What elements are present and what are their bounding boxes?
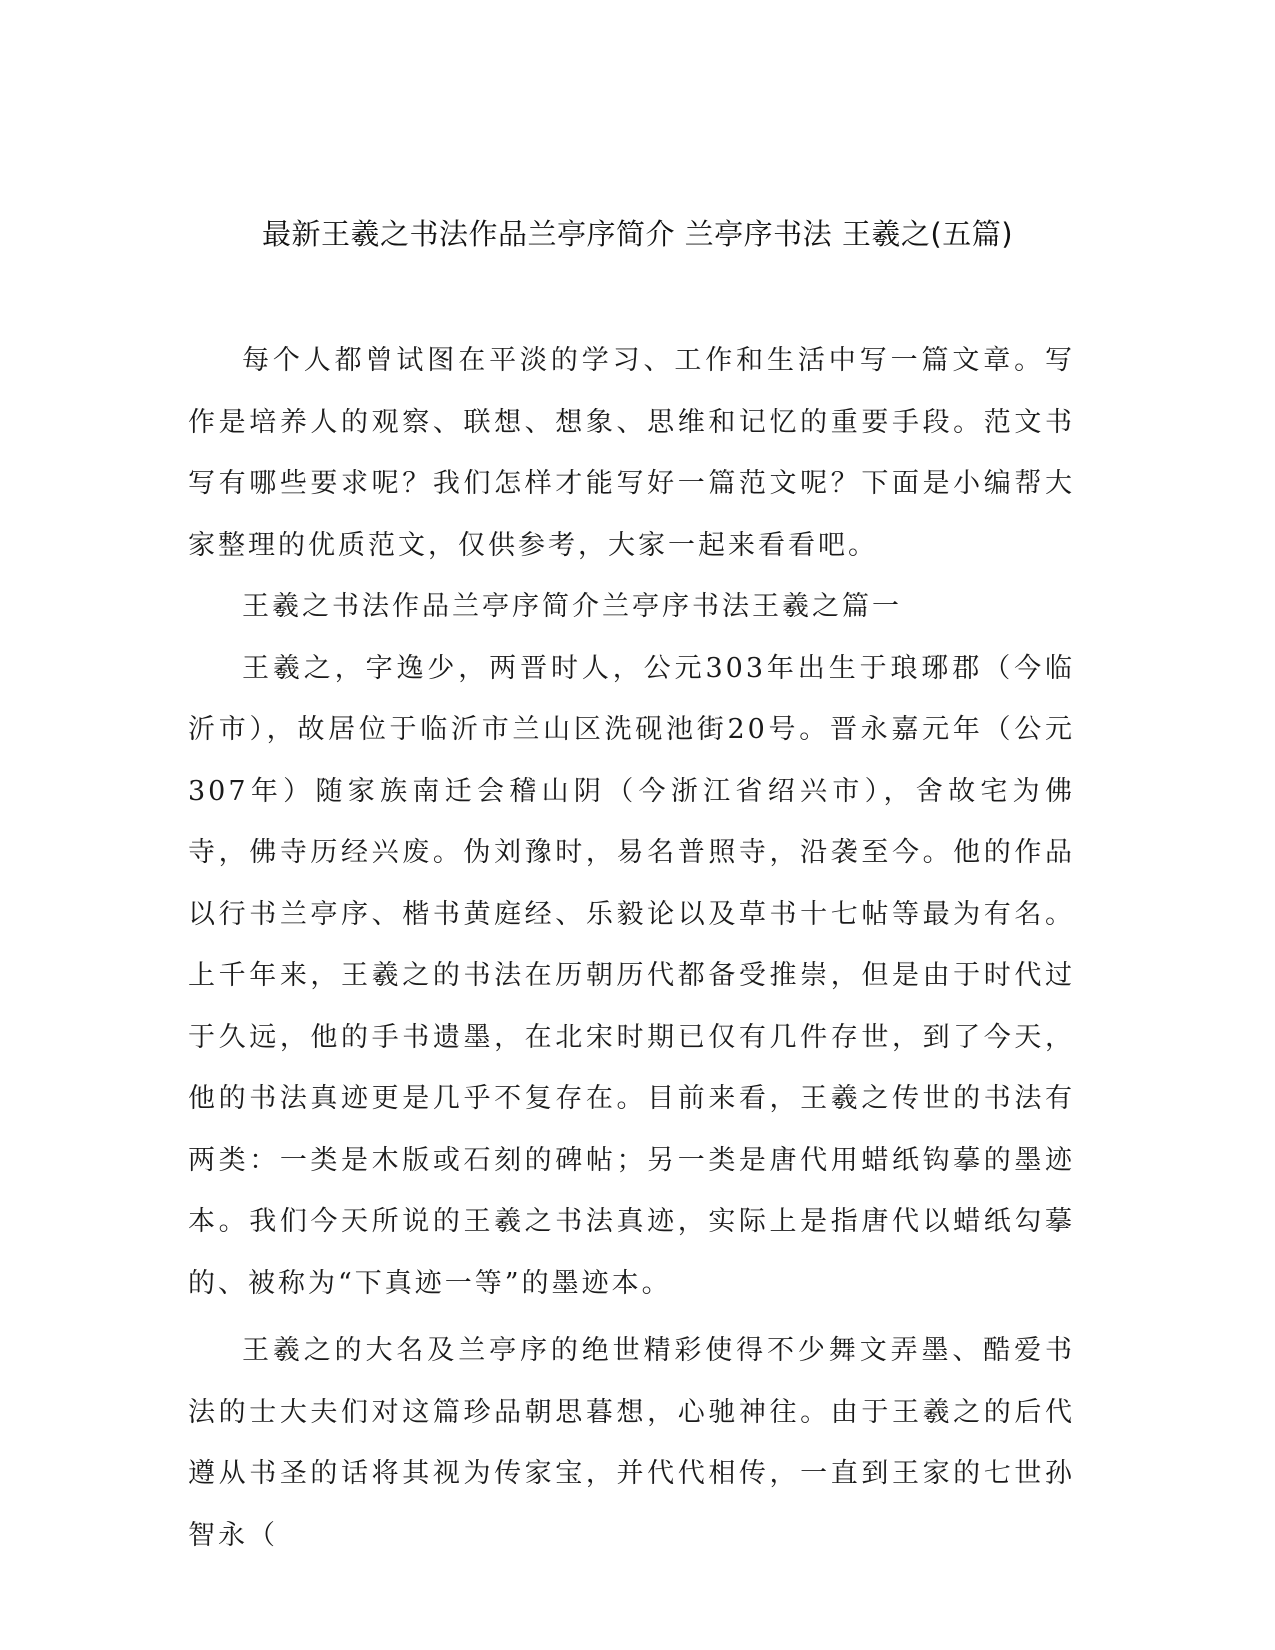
intro-paragraph: 每个人都曾试图在平淡的学习、工作和生活中写一篇文章。写作是培养人的观察、联想、想象、思维和记忆的重要手段。范文书写有哪些要求呢？我们怎样才能写好一篇范文呢？下面是小编帮大家整理的优质范文，仅供参考，大家一起来看看吧。	[188, 345, 1075, 561]
document-title: 最新王羲之书法作品兰亭序简介 兰亭序书法 王羲之(五篇)	[261, 217, 1014, 251]
section-heading: 王羲之书法作品兰亭序简介兰亭序书法王羲之篇一	[242, 591, 902, 622]
lanting-paragraph: 王羲之的大名及兰亭序的绝世精彩使得不少舞文弄墨、酷爱书法的士大夫们对这篇珍品朝思暮想，心驰神往。由于王羲之的后代遵从书圣的话将其视为传家宝，并代代相传，一直到王家的七世孙智永（	[188, 1335, 1075, 1551]
document-body	[188, 330, 1075, 1566]
biography-paragraph: 王羲之，字逸少，两晋时人，公元303年出生于琅琊郡（今临沂市），故居位于临沂市兰山区洗砚池街20号。晋永嘉元年（公元307年）随家族南迁会稽山阴（今浙江省绍兴市），舍故宅为佛寺，佛寺历经兴废。伪刘豫时，易名普照寺，沿袭至今。他的作品以行书兰亭序、楷书黄庭经、乐毅论以及草书十七帖等最为有名。上千年来，王羲之的书法在历朝历代都备受推崇，但是由于时代过于久远，他的手书遗墨，在北宋时期已仅有几件存世，到了今天，他的书法真迹更是几乎不复存在。目前来看，王羲之传世的书法有两类：一类是木版或石刻的碑帖；另一类是唐代用蜡纸钩摹的墨迹本。我们今天所说的王羲之书法真迹，实际上是指唐代以蜡纸勾摹的、被称为“下真迹一等”的墨迹本。	[188, 652, 1075, 1299]
